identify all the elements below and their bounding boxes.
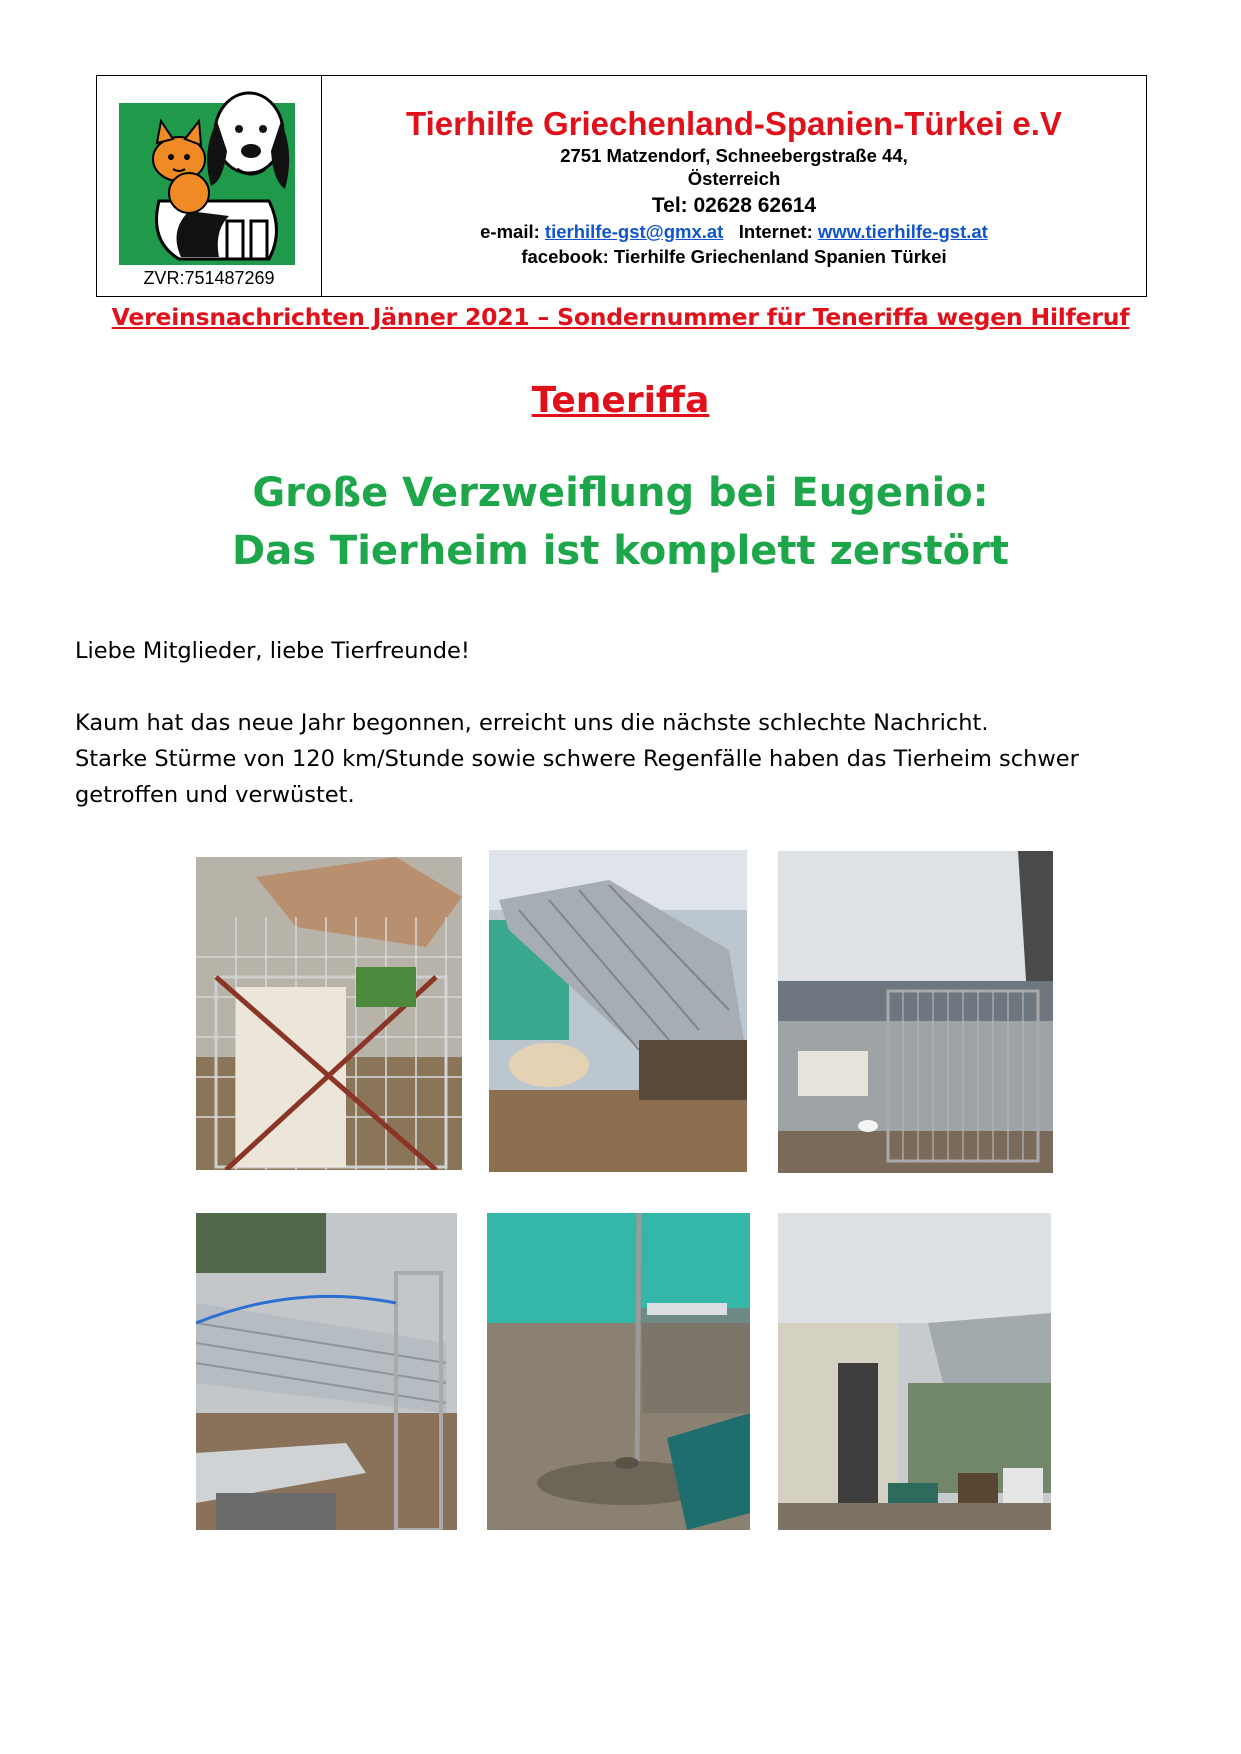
- logo-cell: [97, 76, 322, 296]
- headline: [0, 464, 1241, 580]
- org-info: [322, 76, 1146, 296]
- contact-line: [322, 220, 1146, 243]
- greeting: Liebe Mitglieder, liebe Tierfreunde!: [75, 638, 470, 664]
- place-heading: Teneriffa: [531, 380, 710, 421]
- headline-line-2: Das Tierheim ist komplett zerstört: [232, 528, 1009, 574]
- letterhead: [96, 75, 1147, 297]
- body-line-3: getroffen und verwüstet.: [75, 782, 355, 808]
- website-link[interactable]: www.tierhilfe-gst.at: [817, 220, 988, 242]
- phone: Tel: 02628 62614: [651, 193, 817, 217]
- country: Österreich: [687, 168, 781, 190]
- internet-label: Internet:: [738, 220, 813, 242]
- photo-kennels-fence: [778, 851, 1053, 1173]
- photo-collapsed-roof: [489, 850, 747, 1172]
- photo-muddy-yard: [487, 1213, 750, 1530]
- facebook-line: facebook: Tierhilfe Griechenland Spanien Türkei: [521, 245, 947, 267]
- address: 2751 Matzendorf, Schneebergstraße 44,: [560, 145, 908, 167]
- body-line-1: Kaum hat das neue Jahr begonnen, erreicht uns die nächste schlechte Nachricht.: [75, 710, 989, 736]
- headline-line-1: Große Verzweiflung bei Eugenio:: [252, 470, 989, 516]
- photo-fallen-sheets: [196, 1213, 457, 1530]
- photo-damaged-gate: [196, 857, 462, 1170]
- email-link[interactable]: tierhilfe-gst@gmx.at: [544, 220, 724, 242]
- body-line-2: Starke Stürme von 120 km/Stunde sowie schwere Regenfälle haben das Tierheim schwer: [75, 746, 1079, 772]
- email-label: e-mail:: [480, 220, 540, 242]
- newsletter-subtitle: Vereinsnachrichten Jänner 2021 – Sondernummer für Teneriffa wegen Hilferuf: [111, 303, 1130, 331]
- org-name: Tierhilfe Griechenland-Spanien-Türkei e.V: [406, 105, 1062, 142]
- zvr-number: ZVR:751487269: [143, 268, 275, 288]
- photo-damaged-building: [778, 1213, 1051, 1530]
- dog-cat-logo: [119, 81, 295, 271]
- article-body: [75, 633, 1175, 813]
